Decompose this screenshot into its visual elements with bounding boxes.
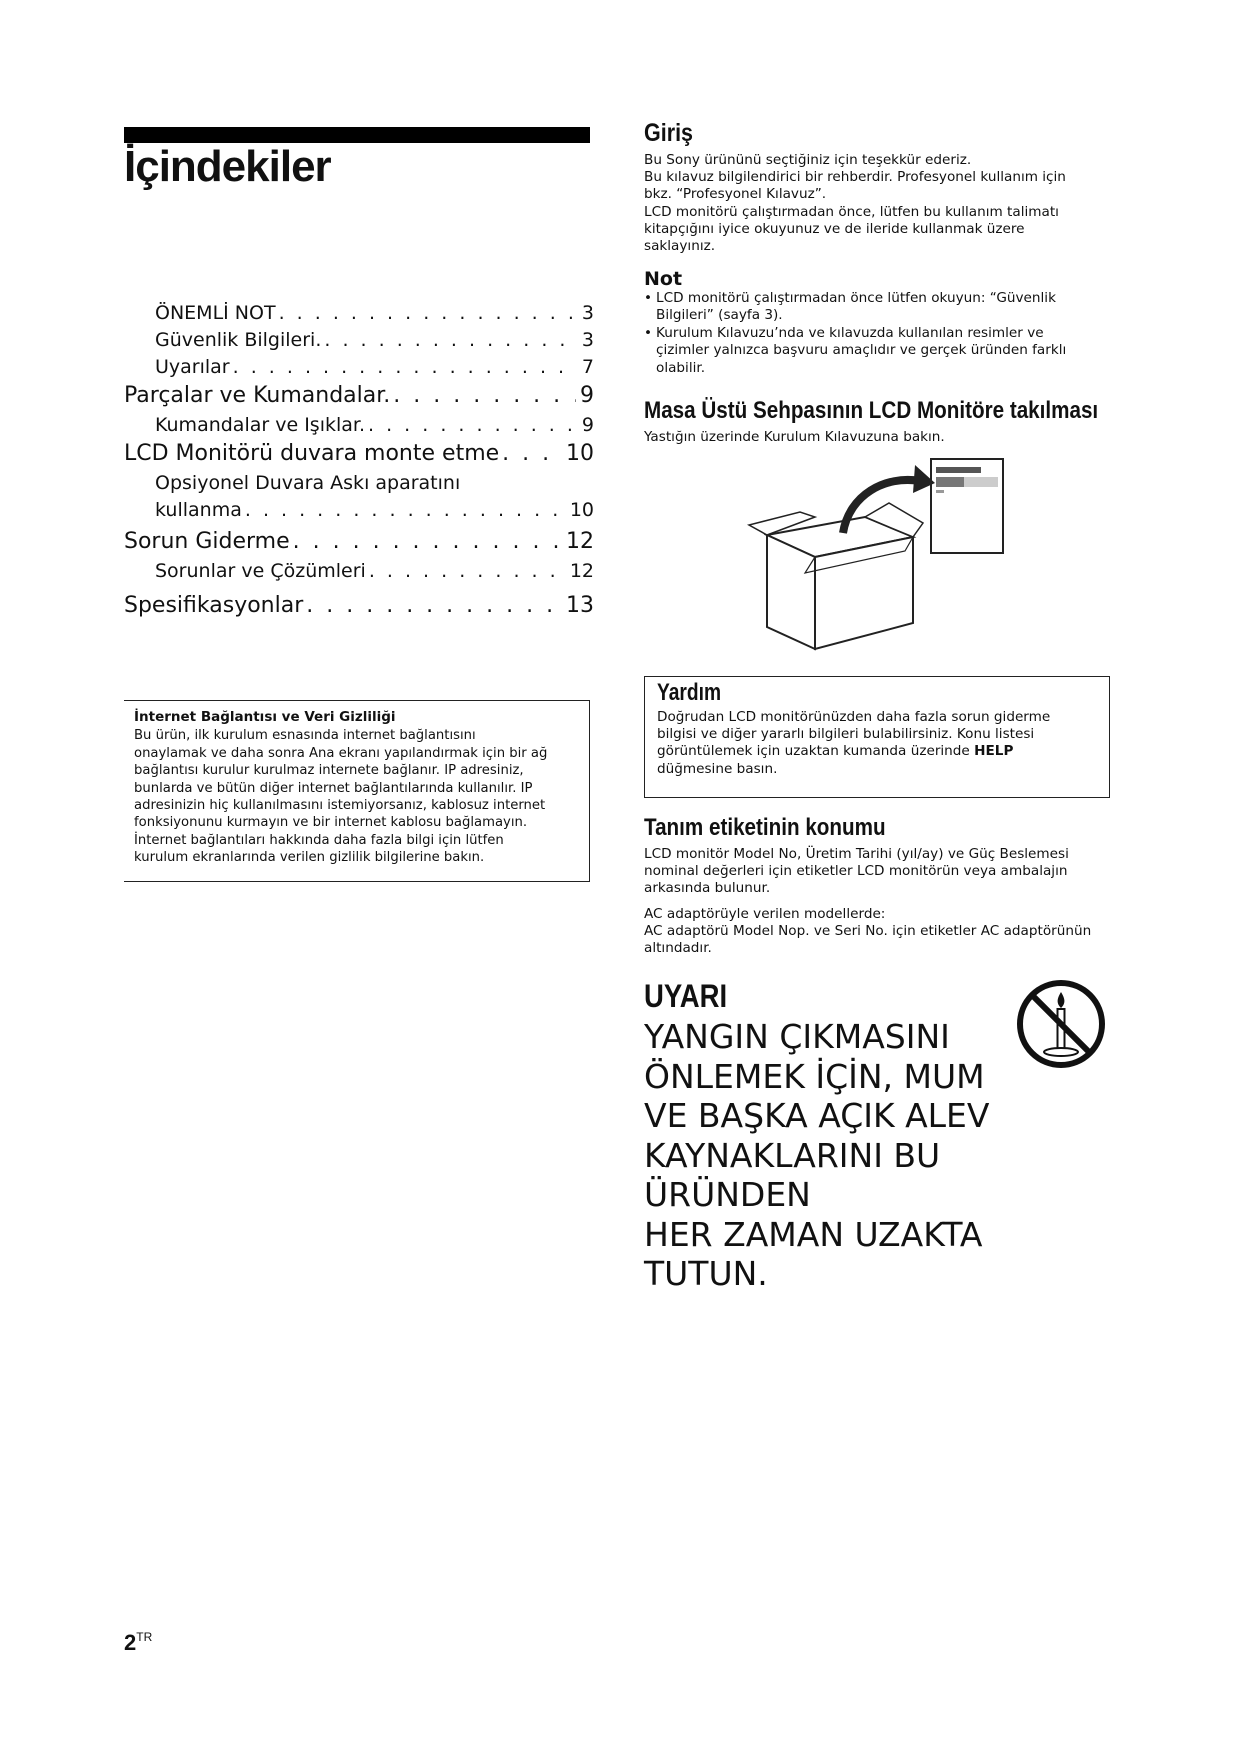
toc-item[interactable] <box>124 593 594 624</box>
toc-item-label: Parçalar ve Kumandalar. <box>124 383 391 408</box>
help-box <box>644 676 1110 798</box>
intro-section <box>644 119 1114 255</box>
toc-item-label: Güvenlik Bilgileri. <box>155 329 322 351</box>
no-open-flame-icon <box>1015 978 1107 1070</box>
toc-item-page: 9 <box>581 414 594 436</box>
intro-line: Bu Sony ürününü seçtiğiniz için teşekkür ederiz. <box>644 152 972 168</box>
help-heading: Yardım <box>657 679 722 706</box>
toc-item-label: Spesifikasyonlar <box>124 593 304 618</box>
toc-item-page: 3 <box>581 302 594 324</box>
privacy-line: fonksiyonunu kurmayın ve bir internet kablosu bağlamayın. <box>134 815 528 831</box>
toc-item-page: 9 <box>580 383 594 408</box>
toc-item-page: 12 <box>569 560 594 582</box>
intro-line: LCD monitörü çalıştırmadan önce, lütfen bu kullanım talimatı <box>644 203 1059 220</box>
privacy-notice-box <box>124 700 590 882</box>
privacy-line: bunlarda ve bütün diğer internet bağlantılarında kullanılır. IP <box>134 780 533 796</box>
warning-heading: UYARI <box>644 978 728 1014</box>
label-line: nominal değerleri için etiketler LCD monitörün veya ambalajın <box>644 863 1068 880</box>
toc-item-label: ÖNEMLİ NOT <box>155 302 276 324</box>
help-line: düğmesine basın. <box>657 760 778 777</box>
label-line: LCD monitör Model No, Üretim Tarihi (yıl/ay) ve Güç Beslemesi <box>644 846 1069 862</box>
label-line: AC adaptörü Model Nop. ve Seri No. için etiketler AC adaptörünün <box>644 922 1092 939</box>
toc-item-label: kullanma <box>155 499 242 521</box>
note-heading: Not <box>644 268 683 290</box>
toc-item[interactable] <box>124 329 594 356</box>
toc-item-page: 12 <box>566 529 594 554</box>
stand-heading: Masa Üstü Sehpasının LCD Monitöre takılması <box>644 397 1099 424</box>
label-line: arkasında bulunur. <box>644 880 771 897</box>
privacy-line: kurulum ekranlarında verilen gizlilik bilgilerine bakın. <box>134 850 485 866</box>
warning-line: YANGIN ÇIKMASINI <box>644 1017 950 1056</box>
privacy-line: bağlantısı kurulur kurulmaz internete bağlanır. IP adresiniz, <box>134 763 524 779</box>
intro-heading: Giriş <box>644 119 694 147</box>
help-line: görüntülemek için uzaktan kumanda üzerinde HELP <box>657 743 1014 760</box>
intro-line: bkz. “Profesyonel Kılavuz”. <box>644 186 827 203</box>
help-key: HELP <box>974 743 1014 760</box>
stand-text: Yastığın üzerinde Kurulum Kılavuzuna bakın. <box>644 429 945 445</box>
toc-item-label: Uyarılar <box>155 356 230 378</box>
toc-item-label: LCD Monitörü duvara monte etme <box>124 441 500 466</box>
title-rule <box>124 127 590 143</box>
privacy-line: adresinizin hiç kullanılmasını istemiyorsanız, kablosuz internet <box>134 798 546 814</box>
toc-item[interactable] <box>124 499 594 526</box>
toc-item-page: 10 <box>569 499 594 521</box>
intro-line: Bu kılavuz bilgilendirici bir rehberdir. Profesyonel kullanım için <box>644 169 1066 186</box>
intro-line: kitapçığını iyice okuyunuz ve de ileride kullanmak üzere <box>644 220 1025 237</box>
toc-item-page: 10 <box>566 441 594 466</box>
intro-line: saklayınız. <box>644 238 716 255</box>
help-line: Doğrudan LCD monitörünüzden daha fazla sorun giderme <box>657 709 1051 725</box>
toc-item[interactable] <box>124 414 594 441</box>
toc-item-label: Kumandalar ve Işıklar. <box>155 414 366 436</box>
toc-item[interactable] <box>124 472 594 499</box>
privacy-heading: İnternet Bağlantısı ve Veri Gizliliği <box>134 709 396 725</box>
toc-item-page: 7 <box>581 356 594 378</box>
toc-item[interactable] <box>124 383 594 414</box>
toc-item[interactable] <box>124 560 594 587</box>
toc-item[interactable] <box>124 356 594 383</box>
box-setup-illustration <box>745 455 1007 655</box>
toc-item[interactable] <box>124 302 594 329</box>
toc-item-page: 13 <box>566 593 594 618</box>
page-number: $2^{TR}$ <box>124 1630 153 1655</box>
privacy-line: onaylamak ve daha sonra Ana ekranı yapılandırmak için bir ağ <box>134 745 548 761</box>
note-item: • Kurulum Kılavuzu’nda ve kılavuzda kullanılan resimler ve çizimler yalnızca başvuru amaçlıdır ve gerçek üründen farklı olabilir. <box>644 325 1114 377</box>
toc-item-label: Sorunlar ve Çözümleri <box>155 560 366 582</box>
note-section <box>644 268 1114 377</box>
label-location-section <box>644 814 1114 957</box>
warning-line: ÖNLEMEK İÇİN, MUM <box>644 1056 985 1096</box>
toc-item-page: 3 <box>581 329 594 351</box>
warning-line: HER ZAMAN UZAKTA TUTUN. <box>644 1214 983 1293</box>
toc-item-label: Opsiyonel Duvara Askı aparatını <box>155 472 461 494</box>
stand-section <box>644 397 1114 446</box>
note-item: • LCD monitörü çalıştırmadan önce lütfen okuyun: “Güvenlik Bilgileri” (sayfa 3). <box>644 290 1114 325</box>
toc-item[interactable] <box>124 529 594 560</box>
label-line: altındadır. <box>644 940 712 957</box>
label-heading: Tanım etiketinin konumu <box>644 814 886 841</box>
warning-line: VE BAŞKA AÇIK ALEV <box>644 1096 990 1135</box>
table-of-contents <box>124 302 594 624</box>
privacy-line: Bu ürün, ilk kurulum esnasında internet bağlantısını <box>134 728 476 744</box>
label-line: AC adaptörüyle verilen modellerde: <box>644 905 886 922</box>
privacy-line: İnternet bağlantıları hakkında daha fazla bilgi için lütfen <box>134 832 504 848</box>
toc-item-label: Sorun Giderme <box>124 529 290 554</box>
help-line: bilgisi ve diğer yararlı bilgileri bulabilirsiniz. Konu listesi <box>657 726 1035 743</box>
page-title: İçindekiler <box>124 142 331 191</box>
warning-line: KAYNAKLARINI BU ÜRÜNDEN <box>644 1135 941 1214</box>
toc-item[interactable] <box>124 441 594 472</box>
